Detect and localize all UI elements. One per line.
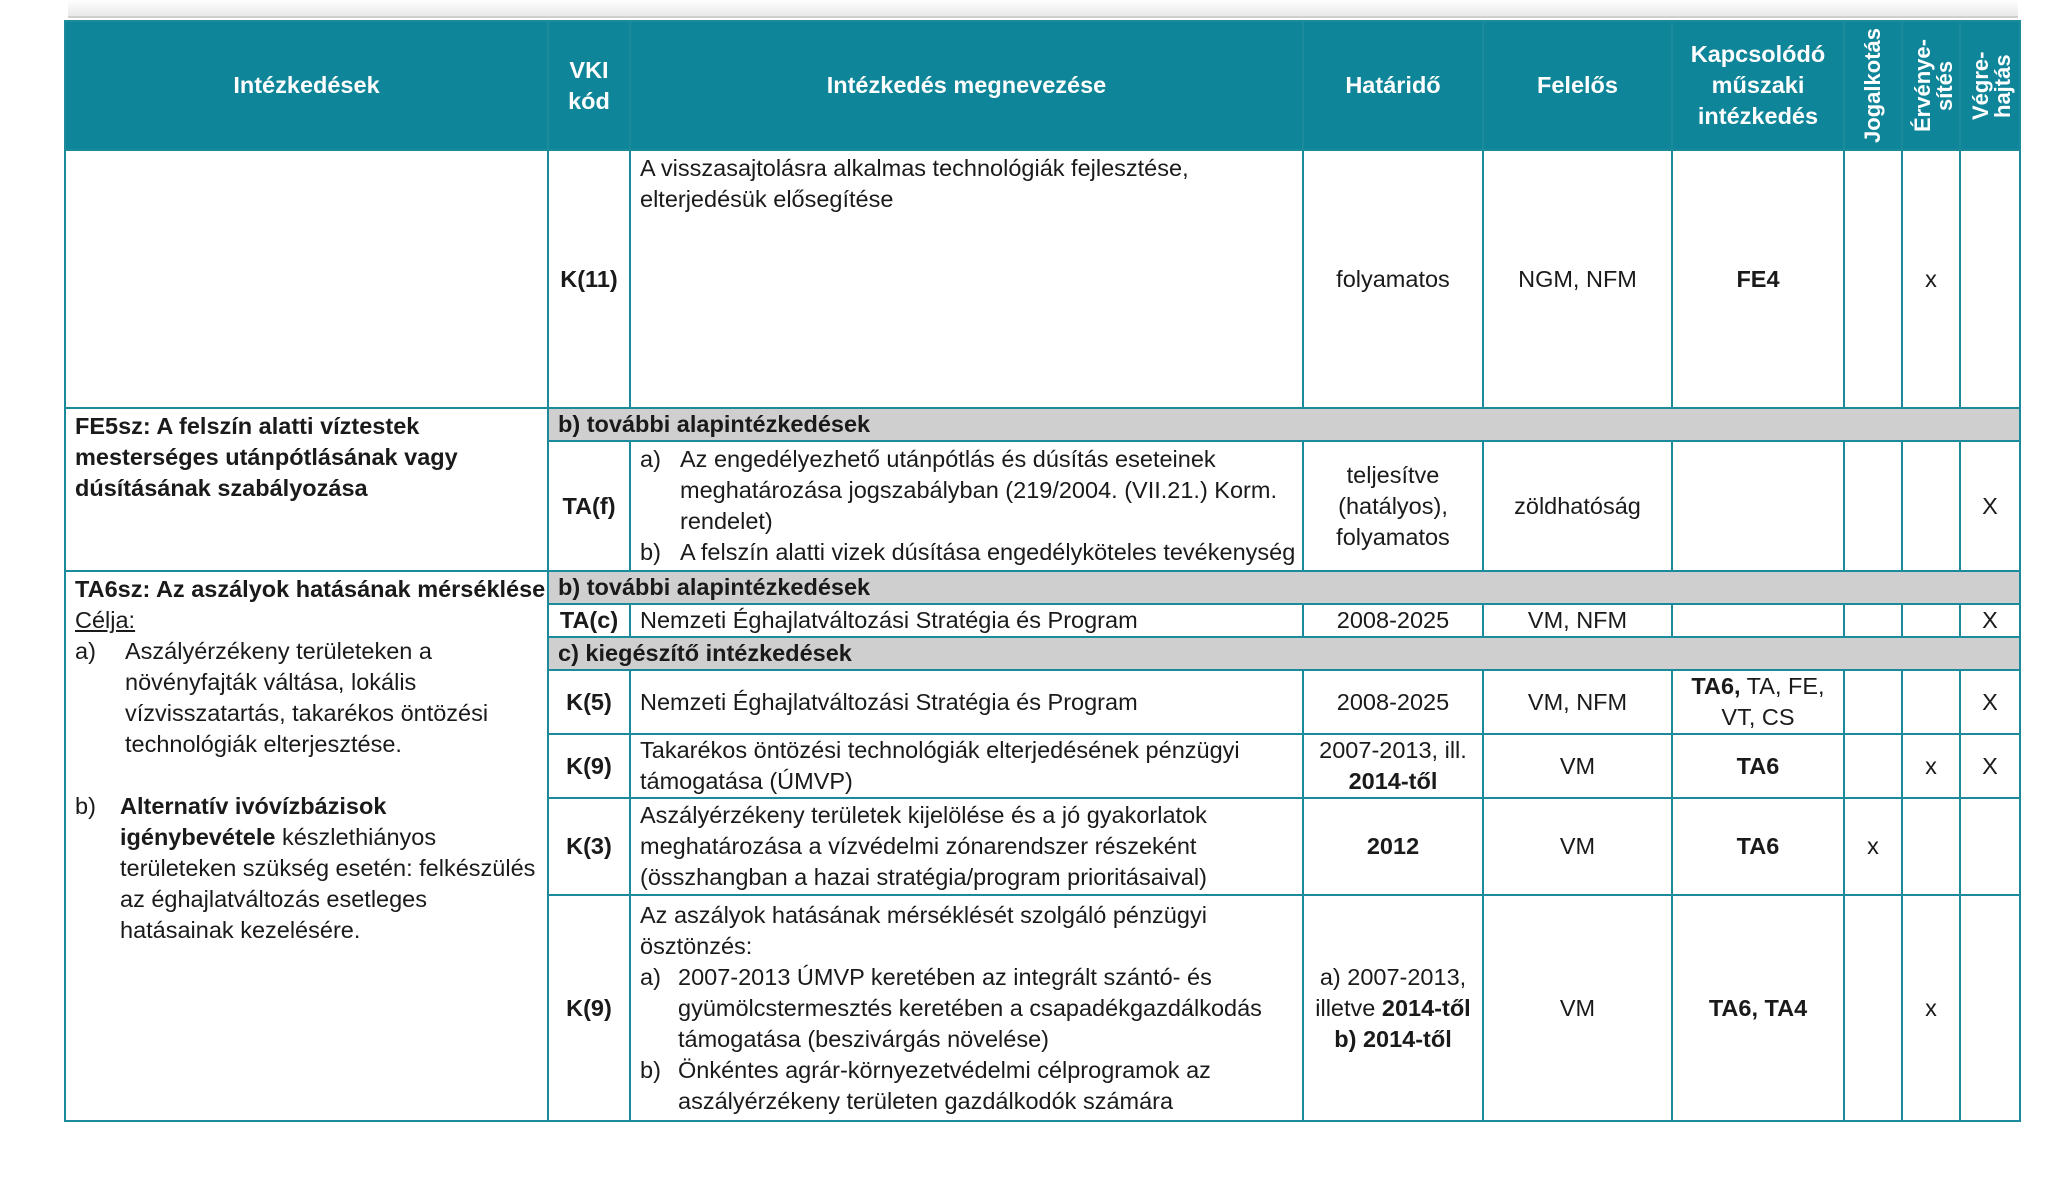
measure-name: A visszasajtolásra alkalmas technológiák fejlesztése, elterjedésük elősegítése xyxy=(630,150,1303,408)
deadline: folyamatos xyxy=(1303,150,1483,408)
section-header: c) kiegészítő intézkedések xyxy=(548,637,2020,670)
enforcement-cell: x xyxy=(1902,150,1960,408)
list-item: a) Aszályérzékeny területeken a növényfajták váltása, lokális vízvisszatartás, takarékos öntözési technológiák elterjesztése. xyxy=(75,638,489,757)
header-related-technical: Kapcsolódó műszaki intézkedés xyxy=(1672,21,1844,150)
header-measure-name: Intézkedés megnevezése xyxy=(630,21,1303,150)
header-vki-code: VKI kód xyxy=(548,21,630,150)
measure-name: Nemzeti Éghajlatváltozási Stratégia és Program xyxy=(630,670,1303,734)
vki-code: K(3) xyxy=(548,798,630,895)
header-legislation: Jogalkotás xyxy=(1844,21,1902,150)
measure-name: Takarékos öntözési technológiák elterjedésének pénzügyi támogatása (ÚMVP) xyxy=(630,734,1303,798)
responsible: NGM, NFM xyxy=(1483,150,1672,408)
execution-cell xyxy=(1960,150,2020,408)
section-header: b) további alapintézkedések xyxy=(548,571,2020,604)
measure-name xyxy=(630,441,1303,571)
header-enforcement: Érvénye-sítés xyxy=(1902,21,1960,150)
vki-code: K(5) xyxy=(548,670,630,734)
execution-cell xyxy=(1960,798,2020,895)
deadline: 2008-2025 xyxy=(1303,670,1483,734)
section-row xyxy=(65,571,2020,604)
execution-cell xyxy=(1960,895,2020,1121)
enforcement-cell: x xyxy=(1902,895,1960,1121)
header-measures: Intézkedések xyxy=(65,21,548,150)
ta6-description: TA6sz: Az aszályok hatásának mérséklése Célja: a) Aszályérzékeny területeken a növényfajták váltása, lokális vízvisszatartás, takarékos öntözési technológiák elterjesztése. b) Alternatív ivóvízbázisok igénybevétele készlethiányos területeken szükség esetén: felkészülés az éghajlatváltozás esetleges hatásainak kezelésére. xyxy=(65,571,548,1121)
legislation-cell xyxy=(1844,441,1902,571)
legislation-cell xyxy=(1844,734,1902,798)
related-technical: TA6, TA4 xyxy=(1672,895,1844,1121)
responsible: VM xyxy=(1483,798,1672,895)
related-technical xyxy=(1672,441,1844,571)
related-technical: TA6 xyxy=(1672,734,1844,798)
empty-measure-cell xyxy=(65,150,548,408)
list-item: b) Alternatív ivóvízbázisok igénybevétele készlethiányos területeken szükség esetén: felkészülés az éghajlatváltozás esetleges hatásainak kezelésére. xyxy=(75,793,536,943)
measure-name: Aszályérzékeny területek kijelölése és a jó gyakorlatok meghatározása a vízvédelmi zónarendszer részeként (összhangban a hazai stratégia/program prioritásaival) xyxy=(630,798,1303,895)
deadline: teljesítve (hatályos), folyamatos xyxy=(1303,441,1483,571)
header-deadline: Határidő xyxy=(1303,21,1483,150)
list-item: a) 2007-2013 ÚMVP keretében az integrált szántó- és gyümölcstermesztés keretében a csapadékgazdálkodás támogatása (beszivárgás növelése) xyxy=(640,963,1262,1052)
vki-code: K(9) xyxy=(548,734,630,798)
related-technical: TA6, TA, FE, VT, CS xyxy=(1672,670,1844,734)
measure-name: Az aszályok hatásának mérséklését szolgáló pénzügyi ösztönzés: a) 2007-2013 ÚMVP keretében az integrált szántó- és gyümölcstermesztés keretében a csapadékgazdálkodás támogatása (beszivárgás növelése) b) Önkéntes agrár-környezetvédelmi célprogramok az aszályérzékeny területen gazdálkodók számára xyxy=(630,895,1303,1121)
header-row xyxy=(65,21,2020,150)
deadline: 2008-2025 xyxy=(1303,604,1483,637)
vki-code: K(9) xyxy=(548,895,630,1121)
deadline: 2007-2013, ill. 2014-től xyxy=(1303,734,1483,798)
section-row xyxy=(65,408,2020,441)
related-technical: FE4 xyxy=(1672,150,1844,408)
deadline: a) 2007-2013, illetve 2014-től b) 2014-től xyxy=(1303,895,1483,1121)
legislation-cell xyxy=(1844,895,1902,1121)
enforcement-cell xyxy=(1902,670,1960,734)
execution-cell: X xyxy=(1960,604,2020,637)
section-header: b) további alapintézkedések xyxy=(548,408,2020,441)
responsible: VM xyxy=(1483,895,1672,1121)
related-technical xyxy=(1672,604,1844,637)
fe5-title: FE5sz: A felszín alatti víztestek mesterséges utánpótlásának vagy dúsításának szabályozása xyxy=(65,408,548,571)
responsible: VM, NFM xyxy=(1483,604,1672,637)
measure-name: Nemzeti Éghajlatváltozási Stratégia és Program xyxy=(630,604,1303,637)
legislation-cell: x xyxy=(1844,798,1902,895)
execution-cell: X xyxy=(1960,441,2020,571)
legislation-cell xyxy=(1844,604,1902,637)
legislation-cell xyxy=(1844,150,1902,408)
responsible: zöldhatóság xyxy=(1483,441,1672,571)
responsible: VM xyxy=(1483,734,1672,798)
vki-code: TA(f) xyxy=(548,441,630,571)
header-responsible: Felelős xyxy=(1483,21,1672,150)
enforcement-cell xyxy=(1902,604,1960,637)
table-row xyxy=(65,150,2020,408)
enforcement-cell xyxy=(1902,441,1960,571)
measures-table xyxy=(64,20,2021,1122)
vki-code: TA(c) xyxy=(548,604,630,637)
vki-code: K(11) xyxy=(548,150,630,408)
execution-cell: X xyxy=(1960,734,2020,798)
deadline: 2012 xyxy=(1303,798,1483,895)
list-item: b) Önkéntes agrár-környezetvédelmi célprogramok az aszályérzékeny területen gazdálkodók számára xyxy=(640,1056,1211,1114)
enforcement-cell xyxy=(1902,798,1960,895)
top-shadow-bar xyxy=(68,0,2018,18)
header-execution: Végre-hajtás xyxy=(1960,21,2020,150)
list-item: a) Az engedélyezhető utánpótlás és dúsítás eseteinek meghatározása jogszabályban (219/2004. (VII.21.) Korm. rendelet) xyxy=(640,446,1277,534)
list-item: b) A felszín alatti vizek dúsítása engedélyköteles tevékenység xyxy=(640,539,1296,565)
related-technical: TA6 xyxy=(1672,798,1844,895)
execution-cell: X xyxy=(1960,670,2020,734)
enforcement-cell: x xyxy=(1902,734,1960,798)
responsible: VM, NFM xyxy=(1483,670,1672,734)
legislation-cell xyxy=(1844,670,1902,734)
